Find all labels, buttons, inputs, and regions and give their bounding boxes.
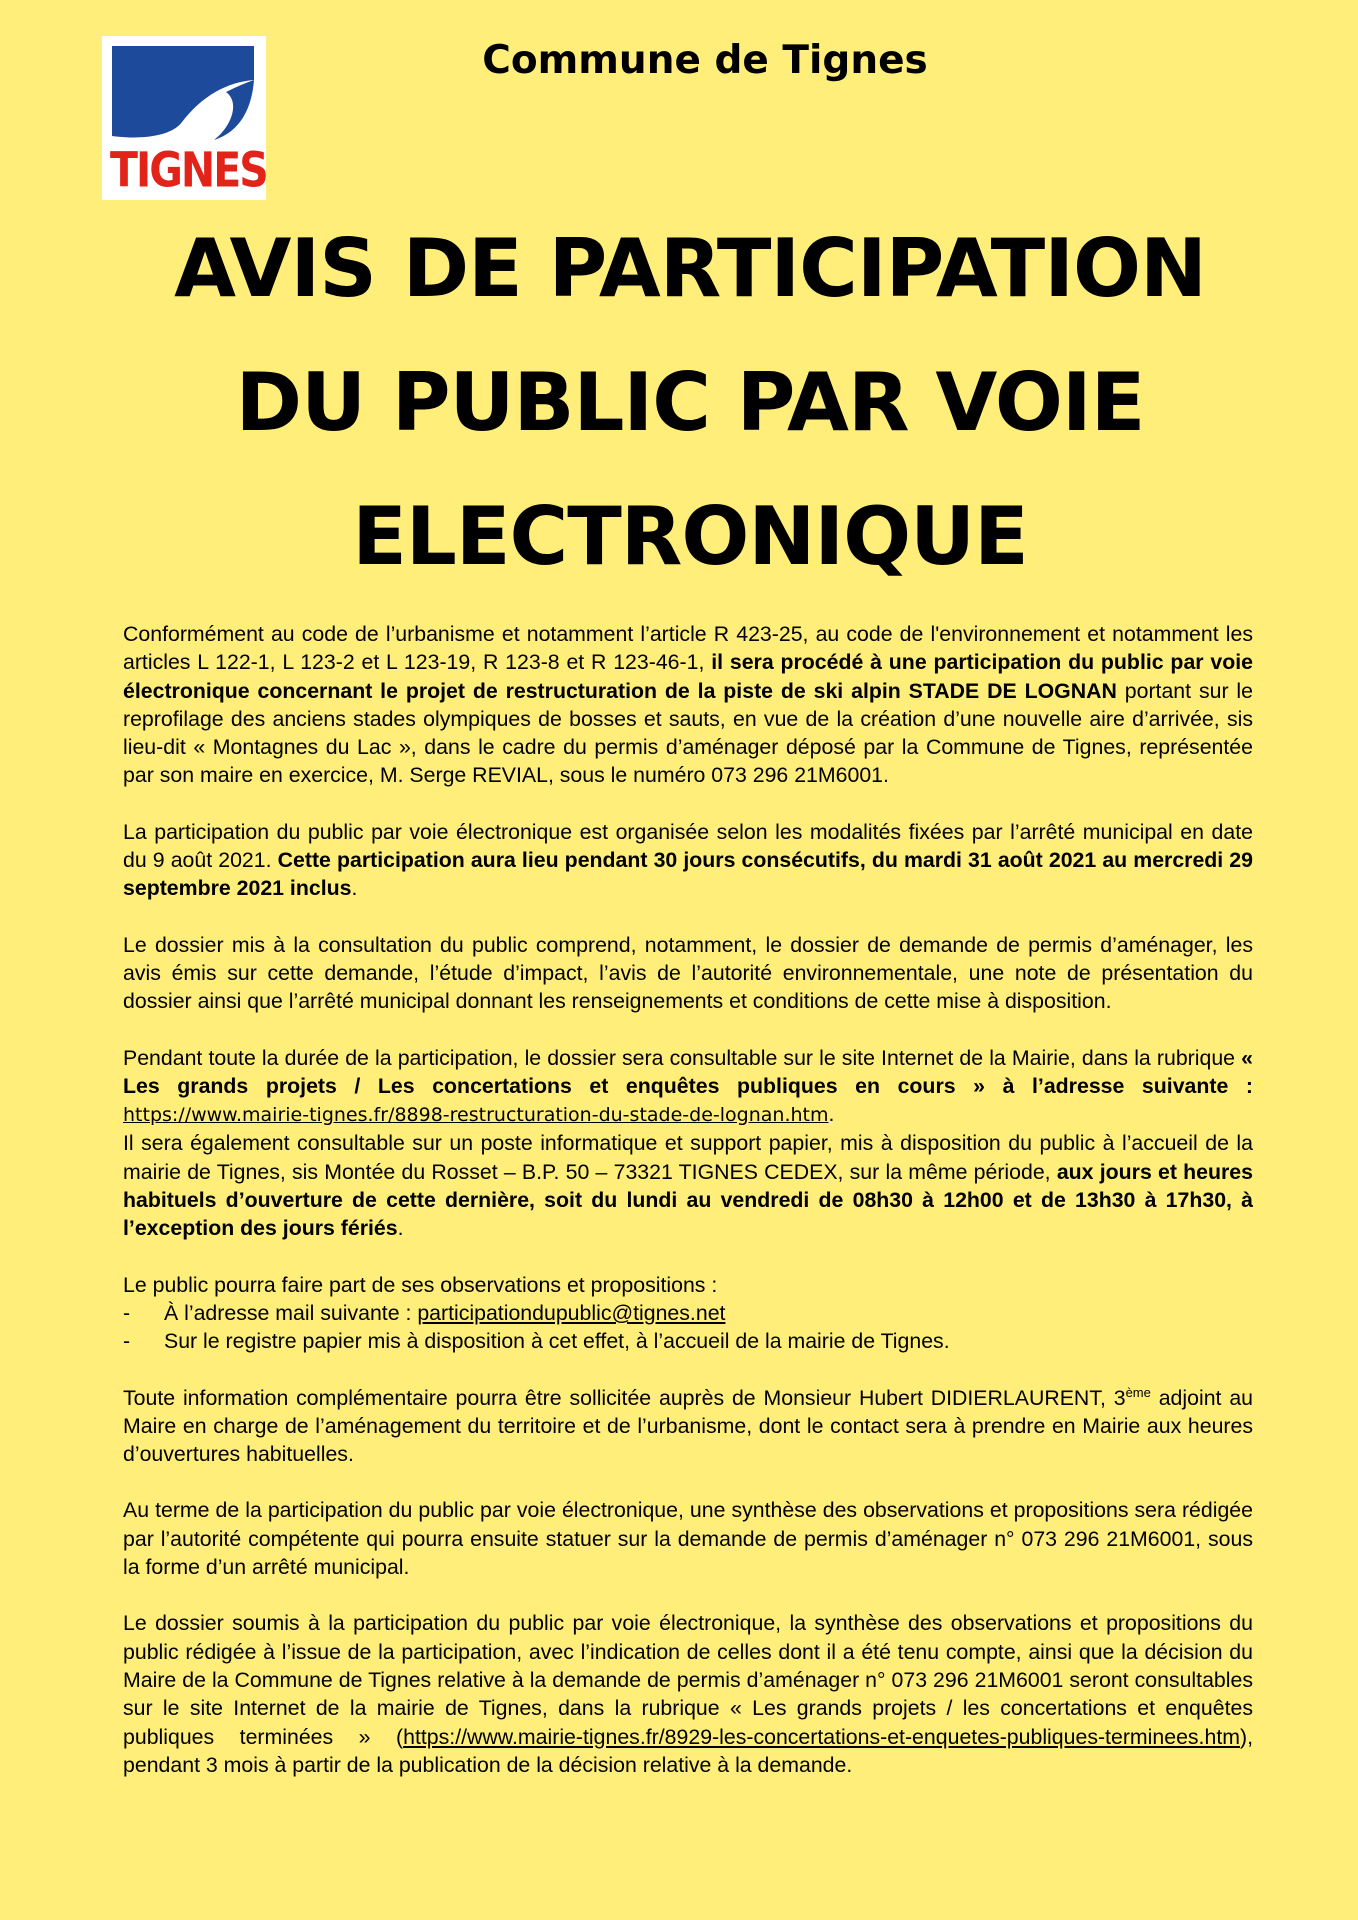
title-line-1: AVIS DE PARTICIPATION <box>174 222 1206 315</box>
page-title <box>60 202 1320 604</box>
project-page-link[interactable]: https://www.mairie-tignes.fr/8898-restructuration-du-stade-de-lognan.htm <box>123 1104 829 1127</box>
tignes-logo <box>102 36 266 200</box>
paragraph-observations-intro: Le public pourra faire part de ses observations et propositions : <box>123 1272 718 1297</box>
paragraph-dates: La participation du public par voie électronique est organisée selon les modalités fixées par l’arrêté municipal en date du 9 août 2021. Cette participation aura lieu pendant 30 jours consécutifs, du mardi 31 août 2021 au mercredi 29 septembre 2021 inclus. <box>123 819 1253 901</box>
paragraph-paper-consultation: Il sera également consultable sur un poste informatique et support papier, mis à disposition du public à l’accueil de la mairie de Tignes, sis Montée du Rosset – B.P. 50 – 73321 TIGNES CEDEX, sur la même période, aux jours et heures habituels d’ouverture de cette dernière, soit du lundi au vendredi de 08h30 à 12h00 et de 13h30 à 17h30, à l’exception des jours fériés. <box>123 1131 1253 1241</box>
completed-inquiries-link[interactable]: https://www.mairie-tignes.fr/8929-les-concertations-et-enquetes-publiques-terminees.htm <box>403 1724 1240 1749</box>
paragraph-dossier-contents: Le dossier mis à la consultation du public comprend, notamment, le dossier de demande de permis d’aménager, les avis émis sur cette demande, l’étude d’impact, l’avis de l’autorité environnementale, une note de présentation du dossier ainsi que l’arrêté municipal donnant les renseignements et conditions de cette mise à disposition. <box>123 932 1253 1014</box>
commune-heading: Commune de Tignes <box>482 38 928 83</box>
list-item: - Sur le registre papier mis à disposition à cet effet, à l’accueil de la mairie de Tignes. <box>123 1329 950 1354</box>
paragraph-contact: Toute information complémentaire pourra être sollicitée auprès de Monsieur Hubert DIDIERLAURENT, 3ème adjoint au Maire en charge de l’aménagement du territoire et de l’urbanisme, dont le contact sera à prendre en Mairie aux heures d’ouvertures habituelles. <box>123 1384 1254 1467</box>
paragraph-synthesis: Au terme de la participation du public par voie électronique, une synthèse des observations et propositions sera rédigée par l’autorité compétente qui pourra ensuite statuer sur la demande de permis d’aménager n° 073 296 21M6001, sous la forme d’un arrêté municipal. <box>123 1498 1253 1580</box>
title-line-3: ELECTRONIQUE <box>352 490 1028 583</box>
tignes-logo-mark-icon <box>102 36 266 146</box>
email-link[interactable]: participationdupublic@tignes.net <box>417 1300 726 1325</box>
list-item: - À l’adresse mail suivante : participationdupublic@tignes.net <box>123 1300 726 1325</box>
logo-wordmark: TIGNES <box>110 141 267 199</box>
title-line-2: DU PUBLIC PAR VOIE <box>235 356 1145 449</box>
observation-channels-list <box>123 1299 1253 1356</box>
paragraph-publication: Le dossier soumis à la participation du public par voie électronique, la synthèse des observations et propositions du public rédigée à l’issue de la participation, avec l’indication de celles dont il a été tenu compte, ainsi que la décision du Maire de la Commune de Tignes relative à la demande de permis d’aménager n° 073 296 21M6001 seront consultables sur le site Internet de la mairie de Tignes, dans la rubrique « Les grands projets / les concertations et enquêtes publiques terminées » (https://www.mairie-tignes.fr/8929-les-concertations-et-enquetes-publiques-terminees.htm), pendant 3 mois à partir de la publication de la décision relative à la demande. <box>123 1611 1253 1777</box>
paragraph-online-consultation: Pendant toute la durée de la participation, le dossier sera consultable sur le site Internet de la Mairie, dans la rubrique « Les grands projets / Les concertations et enquêtes publiques en cours » à l’adresse suivante : https://www.mairie-tignes.fr/8898-restructuration-du-stade-de-lognan.htm. <box>123 1045 1253 1127</box>
paragraph-legal-basis: Conformément au code de l’urbanisme et notamment l’article R 423-25, au code de l'environnement et notamment les articles L 122-1, L 123-2 et L 123-19, R 123-8 et R 123-46-1, il sera procédé à une participation du public par voie électronique concernant le projet de restructuration de la piste de ski alpin STADE DE LOGNAN portant sur le reprofilage des anciens stades olympiques de bosses et sauts, en vue de la création d’une nouvelle aire d’arrivée, sis lieu-dit « Montagnes du Lac », dans le cadre du permis d’aménager déposé par la Commune de Tignes, représentée par son maire en exercice, M. Serge REVIAL, sous le numéro 073 296 21M6001. <box>123 622 1254 788</box>
notice-body <box>123 620 1253 1807</box>
